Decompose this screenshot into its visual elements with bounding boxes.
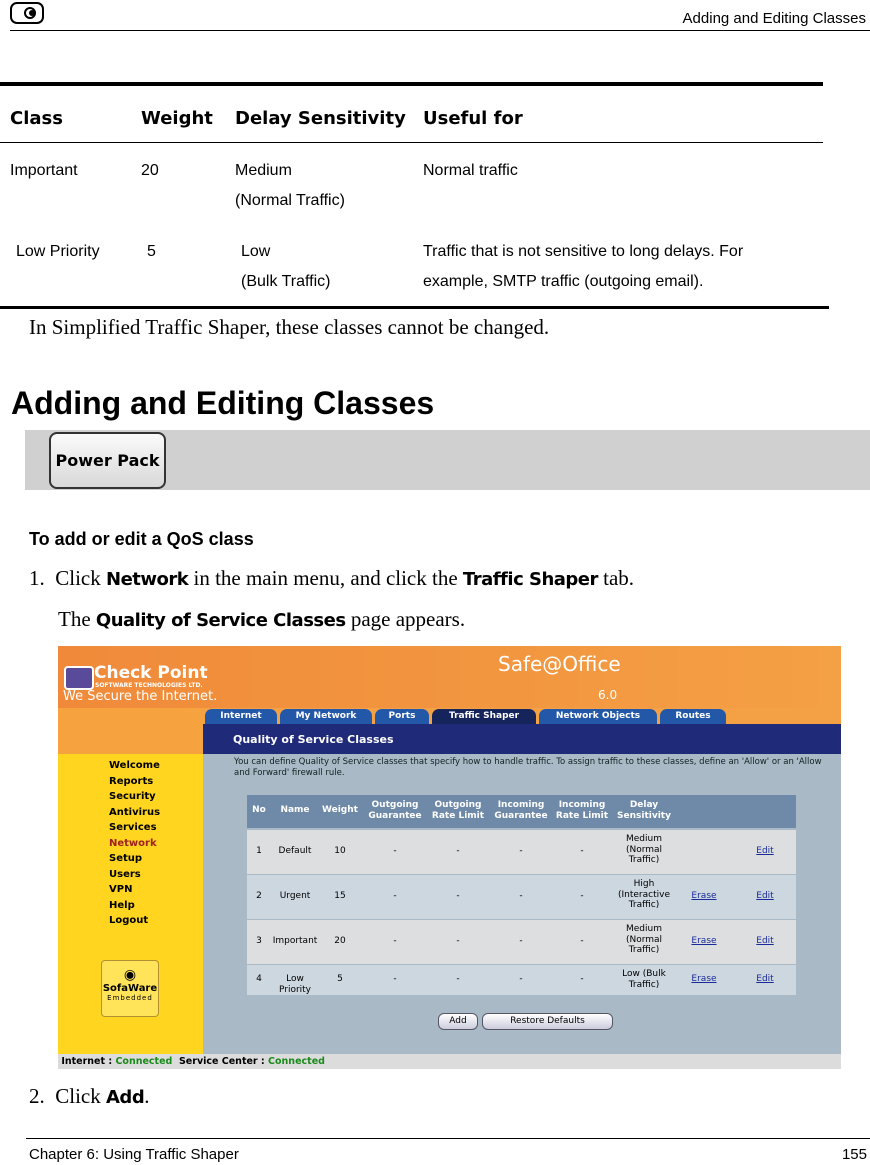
edit-link[interactable]: Edit — [756, 846, 774, 856]
cell-orl: - — [456, 936, 460, 946]
table-top-rule — [0, 82, 823, 86]
table-header-rule — [0, 142, 823, 143]
keyword-add: Add — [106, 1087, 145, 1108]
menu-item-logout[interactable]: Logout — [109, 915, 149, 926]
page-number: 155 — [841, 1146, 867, 1163]
chapter-icon — [10, 2, 44, 24]
cell-name: Urgent — [279, 891, 311, 901]
menu-item-antivirus[interactable]: Antivirus — [109, 806, 161, 818]
keyword-traffic-shaper: Traffic Shaper — [462, 569, 598, 590]
cell-ig: - — [519, 936, 523, 946]
cell-orl: - — [456, 891, 460, 901]
qos-table — [247, 795, 796, 997]
page-title-bar: Quality of Service Classes — [203, 724, 841, 754]
sofaware-logo: ◉ SofaWare Embedded — [101, 960, 159, 1017]
section-title: Adding and Editing Classes — [11, 385, 435, 421]
power-pack-badge: Power Pack — [49, 432, 166, 489]
cell-delay: Medium (Normal Traffic) — [625, 834, 663, 865]
row1-weight: 20 — [141, 162, 159, 179]
col-header-weight: Weight — [141, 108, 213, 129]
menu-item-vpn[interactable]: VPN — [109, 884, 133, 895]
table-row — [247, 875, 796, 919]
table-row — [247, 965, 796, 995]
cell-no: 2 — [256, 891, 262, 901]
erase-link[interactable]: Erase — [691, 891, 717, 901]
product-name: Safe@Office — [498, 652, 621, 676]
cell-og: - — [393, 974, 397, 984]
row1-class: Important — [10, 162, 78, 179]
cell-weight: 5 — [337, 974, 343, 984]
cell-irl: - — [580, 891, 584, 901]
menu-item-setup[interactable]: Setup — [109, 853, 143, 864]
cell-weight: 10 — [334, 846, 346, 856]
edit-link[interactable]: Edit — [756, 891, 774, 901]
main-menu — [109, 758, 160, 929]
menu-item-help[interactable]: Help — [109, 899, 135, 911]
cell-og: - — [393, 846, 397, 856]
menu-item-network[interactable]: Network — [109, 837, 157, 849]
cell-name: Default — [278, 846, 312, 856]
qos-screenshot — [58, 646, 841, 1069]
edit-link[interactable]: Edit — [756, 936, 774, 946]
footer-rule — [26, 1138, 870, 1139]
add-button[interactable]: Add — [438, 1013, 478, 1030]
menu-item-security[interactable]: Security — [109, 791, 156, 802]
table-row — [247, 920, 796, 964]
table-bottom-rule — [0, 306, 829, 309]
cell-irl: - — [580, 974, 584, 984]
cell-og: - — [393, 891, 397, 901]
checkpoint-logo-icon — [64, 666, 94, 690]
note-text: In Simplified Traffic Shaper, these classes cannot be changed. — [29, 315, 550, 339]
cell-og: - — [393, 936, 397, 946]
cell-orl: - — [456, 846, 460, 856]
row2-delay-sub: (Bulk Traffic) — [241, 273, 331, 290]
cell-no: 1 — [256, 846, 262, 856]
menu-item-services[interactable]: Services — [109, 822, 157, 833]
cell-ig: - — [519, 974, 523, 984]
tab-internet[interactable]: Internet — [205, 709, 277, 724]
cell-delay: Low (Bulk Traffic) — [622, 969, 666, 990]
tab-ports[interactable]: Ports — [375, 709, 429, 724]
table-row — [247, 830, 796, 874]
header-rule — [10, 30, 870, 31]
footer-chapter: Chapter 6: Using Traffic Shaper — [29, 1146, 239, 1163]
row2-useful: Traffic that is not sensitive to long delays. For — [423, 243, 744, 260]
keyword-network: Network — [106, 569, 189, 590]
cell-irl: - — [580, 936, 584, 946]
cell-ig: - — [519, 891, 523, 901]
row1-delay-sub: (Normal Traffic) — [235, 192, 345, 209]
step-1: 1. Click Network in the main menu, and click the Traffic Shaper tab. — [29, 566, 635, 590]
cell-irl: - — [580, 846, 584, 856]
intro-text: You can define Quality of Service classes that specify how to handle traffic. To assign traffic to these classes, define an 'Allow' or an 'Allow and Forward' firewall rule. — [234, 757, 822, 778]
tab-network-objects[interactable]: Network Objects — [539, 709, 657, 724]
cell-no: 3 — [256, 936, 262, 946]
row1-useful: Normal traffic — [423, 162, 518, 179]
edit-link[interactable]: Edit — [756, 974, 774, 984]
keyword-qos-classes: Quality of Service Classes — [95, 610, 346, 631]
product-version: 6.0 — [598, 688, 618, 702]
qos-table-header: No Name Weight Outgoing Guarantee Outgoing Rate Limit Incoming Guarantee Incoming Rate Limit Delay Sensitivity — [247, 795, 796, 828]
col-header-delay: Delay Sensitivity — [235, 108, 406, 129]
cell-ig: - — [519, 846, 523, 856]
cell-orl: - — [456, 974, 460, 984]
cell-weight: 15 — [334, 891, 346, 901]
menu-item-users[interactable]: Users — [109, 868, 141, 880]
brand-subtitle: SOFTWARE TECHNOLOGIES LTD. — [95, 682, 203, 689]
row1-delay: Medium — [235, 162, 292, 179]
status-bar: Internet : Connected Service Center : Connected — [58, 1054, 841, 1069]
cell-name: Important — [272, 936, 318, 946]
row2-useful-cont: example, SMTP traffic (outgoing email). — [423, 273, 704, 290]
cell-name: Low Priority — [278, 974, 312, 995]
cell-delay: Medium (Normal Traffic) — [625, 924, 663, 955]
menu-item-reports[interactable]: Reports — [109, 775, 154, 787]
brand-tagline: We Secure the Internet. — [63, 689, 218, 704]
brand-name: Check Point — [94, 663, 208, 683]
restore-defaults-button[interactable]: Restore Defaults — [482, 1013, 613, 1030]
tab-my-network[interactable]: My Network — [280, 709, 372, 724]
cell-no: 4 — [256, 974, 262, 984]
erase-link[interactable]: Erase — [691, 974, 717, 984]
procedure-title: To add or edit a QoS class — [29, 529, 254, 549]
row2-class: Low Priority — [16, 243, 100, 260]
cell-weight: 20 — [334, 936, 346, 946]
erase-link[interactable]: Erase — [691, 936, 717, 946]
menu-item-welcome[interactable]: Welcome — [109, 760, 160, 771]
tab-traffic-shaper[interactable]: Traffic Shaper — [432, 709, 536, 724]
sofaware-icon: ◉ — [123, 967, 137, 983]
row2-weight: 5 — [147, 243, 156, 260]
running-header: Adding and Editing Classes — [682, 10, 866, 27]
row2-delay: Low — [241, 243, 271, 260]
sidebar-top — [58, 708, 203, 754]
col-header-class: Class — [10, 108, 63, 129]
step-1-result: The Quality of Service Classes page appears. — [58, 607, 466, 631]
col-header-useful: Useful for — [423, 108, 523, 129]
step-2: 2. Click Add. — [29, 1084, 150, 1108]
tab-routes[interactable]: Routes — [660, 709, 726, 724]
cell-delay: High (Interactive Traffic) — [618, 879, 670, 910]
